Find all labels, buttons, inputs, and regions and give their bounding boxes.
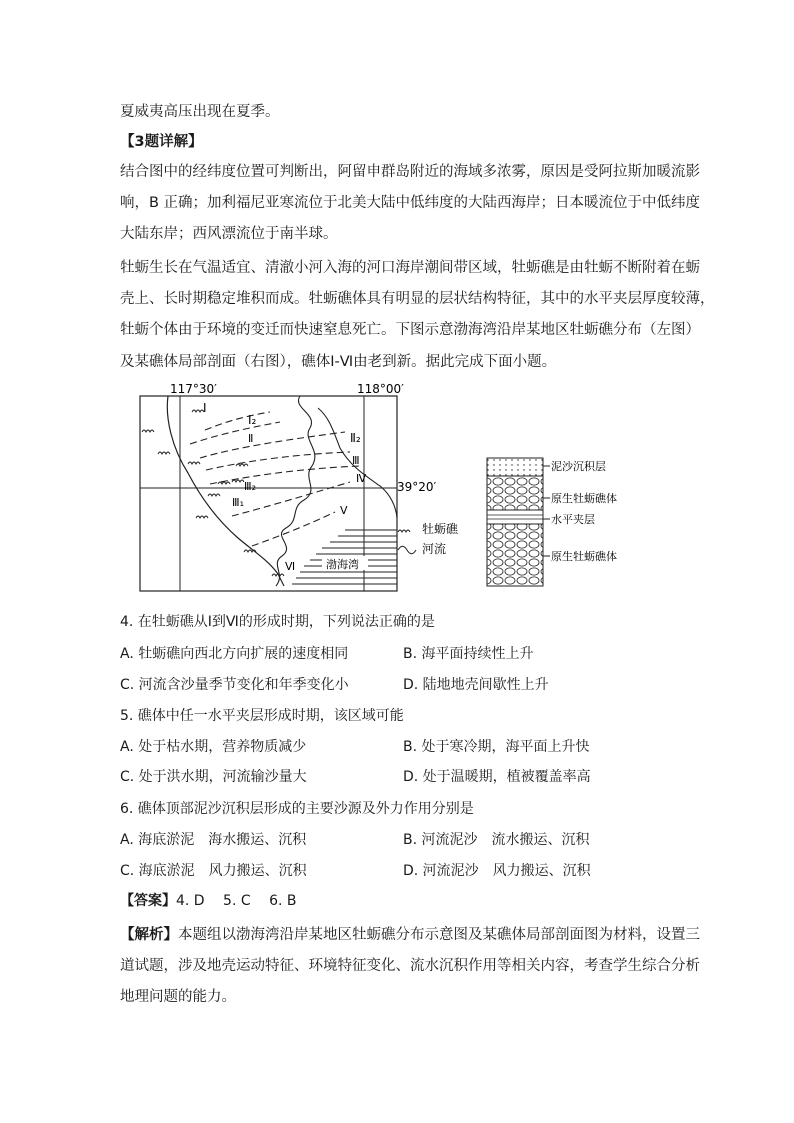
paragraph-line: 牡蛎生长在气温适宜、清澈小河入海的河口海岸潮间带区域，牡蛎礁是由牡蛎不断附着在蛎: [120, 260, 700, 276]
option-a: A. 海底淤泥 海水搬运、沉积: [120, 832, 307, 848]
paragraph-line: 响，B 正确；加利福尼亚寒流位于北美大陆中低纬度的大陆西海岸；日本暖流位于中低纬度: [120, 195, 701, 211]
analysis-line: 地理问题的能力。: [120, 989, 236, 1005]
option-b: B. 海平面持续性上升: [403, 646, 534, 662]
reef-label-II: Ⅱ: [248, 432, 254, 445]
reef-profile-column: [487, 458, 543, 586]
option-b: B. 河流泥沙 流水搬运、沉积: [403, 832, 590, 848]
reef-label-I: Ⅰ: [203, 401, 207, 415]
option-c: C. 处于洪水期，河流输沙量大: [120, 769, 307, 785]
analysis-line: [120, 925, 700, 945]
legend-river-symbol: [398, 546, 416, 554]
option-d: D. 陆地地壳间歇性上升: [403, 677, 549, 693]
profile-label-reef-upper: 原生牡蛎礁体: [551, 492, 617, 505]
reef-label-III1: Ⅲ₁: [232, 496, 244, 509]
reef-label-I2: Ⅰ₂: [248, 413, 257, 427]
profile-label-reef-lower: 原生牡蛎礁体: [551, 550, 617, 563]
legend-reef-symbol: [398, 530, 410, 532]
analysis-line: 道试题，涉及地壳运动特征、环境特征变化、流水沉积作用等相关内容，考查学生综合分析: [120, 958, 700, 974]
paragraph-line: 大陆东岸；西风漂流位于南半球。: [120, 226, 338, 242]
profile-label-interlayer: 水平夹层: [551, 513, 595, 526]
lat-label: 39°20′: [397, 480, 437, 494]
lon-label-1: 117°30′: [170, 382, 217, 396]
reef-label-III: Ⅲ: [352, 454, 360, 467]
option-a: A. 牡蛎礁向西北方向扩展的速度相同: [120, 646, 349, 662]
question-stem: 6. 礁体顶部泥沙沉积层形成的主要沙源及外力作用分别是: [120, 801, 474, 817]
analysis-text: 本题组以渤海湾沿岸某地区牡蛎礁分布示意图及某礁体局部剖面图为材料，设置三: [178, 927, 700, 943]
option-b: B. 处于寒冷期，海平面上升快: [403, 739, 590, 755]
option-c: C. 海底淤泥 风力搬运、沉积: [120, 863, 307, 879]
option-d: D. 处于温暖期，植被覆盖率高: [403, 769, 591, 785]
paragraph-line: 壳上、长时期稳定堆积而成。牡蛎礁体具有明显的层状结构特征，其中的水平夹层厚度较薄，: [120, 291, 715, 307]
paragraph-line: 及某礁体局部剖面（右图），礁体Ⅰ-Ⅵ由老到新。据此完成下面小题。: [120, 354, 557, 370]
reef-label-V: Ⅴ: [340, 504, 348, 517]
question-stem: 5. 礁体中任一水平夹层形成时期，该区域可能: [120, 708, 404, 724]
question-stem: 4. 在牡蛎礁从Ⅰ到Ⅵ的形成时期，下列说法正确的是: [120, 614, 435, 630]
answer-label: 【答案】: [120, 893, 176, 909]
reef-isolines: [190, 412, 360, 546]
option-c: C. 河流含沙量季节变化和年季变化小: [120, 677, 349, 693]
reef-label-II2: Ⅱ₂: [350, 431, 361, 445]
analysis-label: 【解析】: [120, 927, 178, 943]
lon-label-2: 118°00′: [357, 382, 404, 396]
option-a: A. 处于枯水期，营养物质减少: [120, 739, 307, 755]
paragraph-line: 结合图中的经纬度位置可判断出，阿留申群岛附近的海域多浓雾，原因是受阿拉斯加暖流影: [120, 164, 700, 180]
legend-river-label: 河流: [422, 542, 447, 556]
option-d: D. 河流泥沙 风力搬运、沉积: [403, 863, 591, 879]
answer-text: 4. D 5. C 6. B: [176, 893, 297, 909]
legend-reef-label: 牡蛎礁: [422, 522, 459, 536]
paragraph-line: 牡蛎个体由于环境的变迁而快速窒息死亡。下图示意渤海湾沿岸某地区牡蛎礁分布（左图）: [120, 322, 700, 338]
section-heading: 【3题详解】: [120, 134, 203, 150]
reef-label-VI: Ⅵ: [285, 560, 296, 573]
reef-label-III2: Ⅲ₂: [244, 480, 256, 493]
oyster-reef-figure: [0, 378, 794, 618]
oyster-reef-symbols: [142, 410, 284, 576]
answer-line: [120, 891, 296, 911]
reef-label-IV: Ⅳ: [356, 472, 367, 485]
bay-label: 渤海湾: [326, 558, 359, 571]
paragraph-line: 夏威夷高压出现在夏季。: [120, 104, 280, 120]
profile-label-sediment: 泥沙沉积层: [551, 460, 606, 473]
river: [276, 396, 315, 586]
